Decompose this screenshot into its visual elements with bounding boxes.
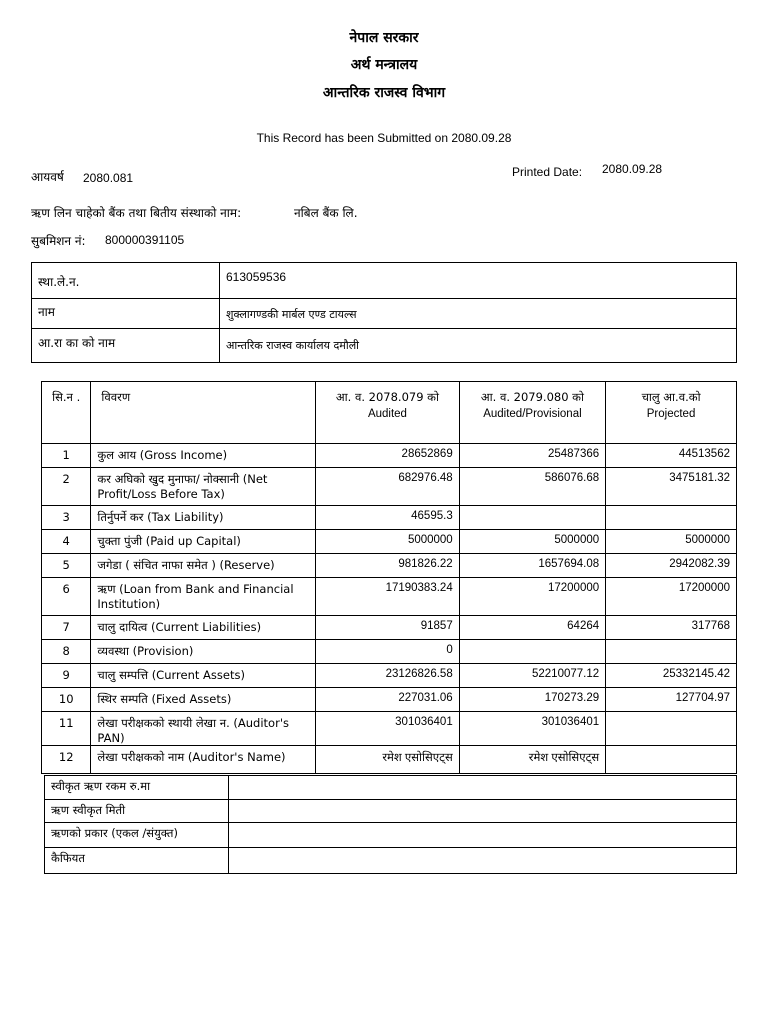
row-sn: 8 [42,640,91,664]
row-value-2079: 17200000 [459,578,605,616]
row-sn: 12 [42,746,91,774]
row-sn: 11 [42,712,91,746]
row-sn: 4 [42,530,91,554]
row-sn: 2 [42,468,91,506]
info-label: आ.रा का को नाम [32,329,220,363]
header-line-3: आन्तरिक राजस्व विभाग [322,85,446,101]
table-row [42,468,737,506]
row-description: लेखा परीक्षकको नाम (Auditor's Name) [91,746,316,774]
approval-table [44,775,737,874]
info-row [32,299,737,329]
row-description: व्यवस्था (Provision) [91,640,316,664]
approval-row [45,848,737,874]
header-col-2079-line1: आ. व. 2079.080 को [480,390,584,404]
row-value-2079: 1657694.08 [459,554,605,578]
header-sn: सि.न . [42,382,91,444]
row-description: लेखा परीक्षकको स्थायी लेखा न. (Auditor's PAN) [91,712,316,746]
header-col-2078-line1: आ. व. 2078.079 को [335,390,439,404]
row-description: कर अघिको खुद मुनाफा/ नोक्सानी (Net Profit/Loss Before Tax) [91,468,316,506]
info-row [32,263,737,299]
row-value-current: 5000000 [606,530,737,554]
row-value-current: 317768 [606,616,737,640]
row-description: ऋण (Loan from Bank and Financial Institution) [91,578,316,616]
row-value-current: 44513562 [606,444,737,468]
info-value: शुक्लागण्डकी मार्बल एण्ड टायल्स [220,299,737,329]
row-value-2078: 301036401 [316,712,460,746]
row-sn: 7 [42,616,91,640]
row-value-2079: 586076.68 [459,468,605,506]
approval-row [45,776,737,800]
row-value-current [606,640,737,664]
row-value-2079: 25487366 [459,444,605,468]
info-value: 613059536 [220,263,737,299]
financial-header-row [42,382,737,444]
row-value-2078: 46595.3 [316,506,460,530]
row-value-current: 127704.97 [606,688,737,712]
info-row [32,329,737,363]
table-row [42,578,737,616]
submission-label: सुबमिशन नं: [31,234,86,248]
table-row [42,444,737,468]
header-col-current-line1: चालु आ.व.को [641,390,701,404]
row-description: जगेडा ( संचित नाफा समेत ) (Reserve) [91,554,316,578]
table-row [42,554,737,578]
approval-value [229,800,737,823]
header-col-2079-line2: Audited/Provisional [483,408,582,420]
row-description: चालु दायित्व (Current Liabilities) [91,616,316,640]
header-col-2078-line2: Audited [367,408,407,420]
row-value-current: 2942082.39 [606,554,737,578]
row-value-current: 25332145.42 [606,664,737,688]
approval-label: ऋण स्वीकृत मिती [45,800,229,823]
row-description: तिर्नुपर्ने कर (Tax Liability) [91,506,316,530]
header-col-2078 [316,382,460,444]
header-col-current [606,382,737,444]
row-value-2079: 170273.29 [459,688,605,712]
row-description: चुक्ता पुंजी (Paid up Capital) [91,530,316,554]
row-value-2079: 52210077.12 [459,664,605,688]
row-value-current [606,712,737,746]
row-value-2078: 0 [316,640,460,664]
table-row [42,746,737,774]
info-table [31,262,737,363]
row-value-2079: 301036401 [459,712,605,746]
bank-name-value: नबिल बैंक लि. [294,206,358,220]
approval-label: स्वीकृत ऋण रकम रु.मा [45,776,229,800]
row-value-2079: 64264 [459,616,605,640]
approval-label: कैफियत [45,848,229,874]
approval-row [45,823,737,848]
submission-value: 800000391105 [105,233,185,247]
header-col-2079 [459,382,605,444]
row-value-2079: 5000000 [459,530,605,554]
row-value-2078: 682976.48 [316,468,460,506]
row-sn: 1 [42,444,91,468]
row-value-2078: 981826.22 [316,554,460,578]
bank-name-label: ऋण लिन चाहेको बैंक तथा बितीय संस्थाको नाम: [31,206,242,220]
approval-label: ऋणको प्रकार (एकल /संयुक्त) [45,823,229,848]
row-value-2079 [459,640,605,664]
row-value-2078: 17190383.24 [316,578,460,616]
table-row [42,712,737,746]
header-col-current-line2: Projected [646,408,696,420]
row-description: चालु सम्पत्ति (Current Assets) [91,664,316,688]
info-label: नाम [32,299,220,329]
approval-value [229,848,737,874]
row-value-current: 3475181.32 [606,468,737,506]
row-value-current [606,506,737,530]
row-value-2079 [459,506,605,530]
header-line-2: अर्थ मन्त्रालय [350,57,418,73]
fiscal-year-value: 2080.081 [83,171,134,185]
row-value-2078: 5000000 [316,530,460,554]
row-value-2079: रमेश एसोसिएट्स [459,746,605,774]
fiscal-year-label: आयवर्ष [31,170,64,184]
row-value-current [606,746,737,774]
row-description: स्थिर सम्पति (Fixed Assets) [91,688,316,712]
row-value-2078: 91857 [316,616,460,640]
table-row [42,664,737,688]
row-sn: 6 [42,578,91,616]
row-description: कुल आय (Gross Income) [91,444,316,468]
approval-row [45,800,737,823]
row-sn: 3 [42,506,91,530]
table-row [42,688,737,712]
table-row [42,616,737,640]
printed-date-value: 2080.09.28 [602,162,663,176]
row-sn: 9 [42,664,91,688]
info-value: आन्तरिक राजस्व कार्यालय दमौली [220,329,737,363]
approval-value [229,776,737,800]
table-row [42,506,737,530]
table-row [42,530,737,554]
info-label: स्था.ले.न. [32,263,220,299]
row-value-2078: 28652869 [316,444,460,468]
submitted-text: This Record has been Submitted on 2080.09.28 [256,131,512,145]
header-line-1: नेपाल सरकार [349,30,419,46]
printed-date-label: Printed Date: [512,165,583,179]
row-value-current: 17200000 [606,578,737,616]
approval-value [229,823,737,848]
table-row [42,640,737,664]
financial-table [41,381,737,774]
row-sn: 5 [42,554,91,578]
header-description: विवरण [91,382,316,444]
row-value-2078: 227031.06 [316,688,460,712]
row-sn: 10 [42,688,91,712]
row-value-2078: रमेश एसोसिएट्स [316,746,460,774]
row-value-2078: 23126826.58 [316,664,460,688]
